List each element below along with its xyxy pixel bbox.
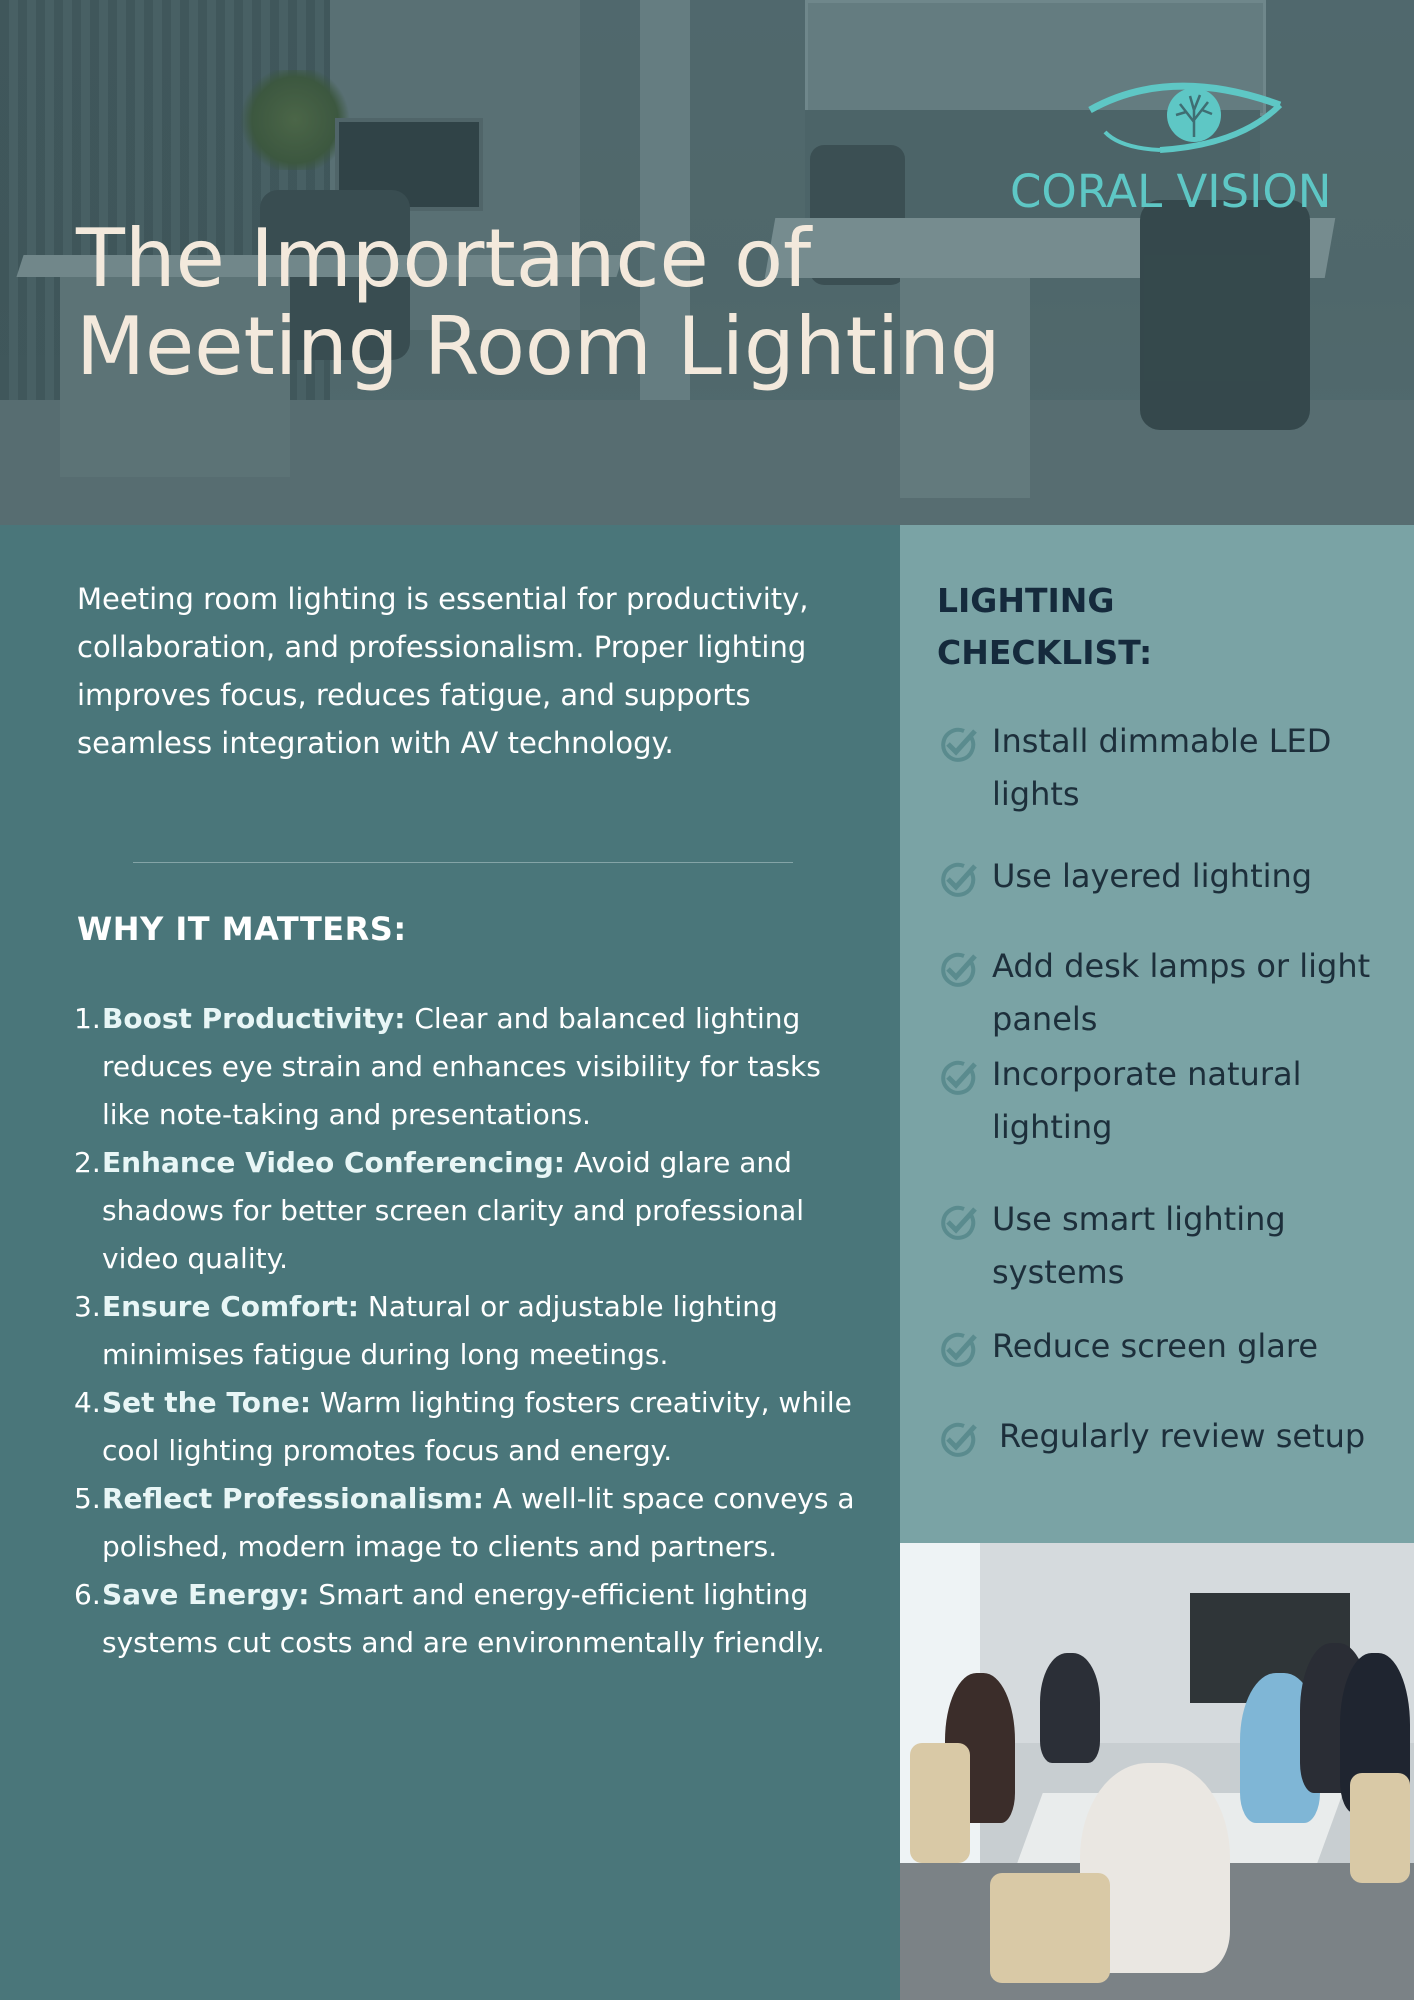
item-number: 3. — [74, 1290, 101, 1323]
checklist-item-label: Use smart lighting systems — [992, 1200, 1286, 1291]
item-text: Avoid glare and shadows for better screen clarity and professional video quality. — [102, 1146, 805, 1275]
chair-image — [990, 1873, 1110, 1983]
item-number: 6. — [74, 1578, 101, 1611]
list-item — [74, 995, 864, 1139]
intro-paragraph: Meeting room lighting is essential for productivity, collaboration, and professionalism. Proper lighting improves focus, reduces fatigue, and supports seamless integration with AV technology. — [77, 582, 809, 760]
checklist-heading: LIGHTING CHECKLIST: — [937, 581, 1153, 672]
left-content-panel — [0, 525, 900, 2000]
item-number: 2. — [74, 1146, 101, 1179]
check-circle-icon — [937, 858, 979, 900]
item-title: Enhance Video Conferencing: — [102, 1146, 565, 1179]
check-circle-icon — [937, 1056, 979, 1098]
checklist-item-label: Regularly review setup — [999, 1417, 1366, 1455]
item-number: 4. — [74, 1386, 101, 1419]
item-title: Boost Productivity: — [102, 1002, 406, 1035]
item-number: 1. — [74, 1002, 101, 1035]
item-title: Reflect Professionalism: — [102, 1482, 484, 1515]
why-it-matters-heading: WHY IT MATTERS: — [77, 910, 407, 948]
brand-name: CORAL VISION — [1010, 165, 1332, 218]
item-text: Warm lighting fosters creativity, while cool lighting promotes focus and energy. — [102, 1386, 852, 1467]
item-title: Set the Tone: — [102, 1386, 312, 1419]
check-circle-icon — [937, 1328, 979, 1370]
checklist-item-label: Use layered lighting — [992, 857, 1313, 895]
check-circle-icon — [937, 948, 979, 990]
list-item — [74, 1475, 864, 1571]
checklist-item-label: Incorporate natural lighting — [992, 1055, 1302, 1146]
check-circle-icon — [937, 1201, 979, 1243]
checklist-item-label: Install dimmable LED lights — [992, 722, 1332, 813]
hero-banner — [0, 0, 1414, 525]
list-item — [74, 1139, 864, 1283]
page-title — [76, 212, 1226, 393]
item-text: Smart and energy-efficient lighting systems cut costs and are environmentally friendly. — [102, 1578, 825, 1659]
item-title: Save Energy: — [102, 1578, 310, 1611]
item-text: Clear and balanced lighting reduces eye strain and enhances visibility for tasks like note-taking and presentations. — [102, 1002, 821, 1131]
list-item — [74, 1379, 864, 1475]
chair-image — [910, 1743, 970, 1863]
eye-icon — [1010, 70, 1370, 165]
title-line-2: Meeting Room Lighting — [76, 300, 1001, 393]
meeting-photo — [900, 1543, 1414, 2000]
checklist-item-label: Add desk lamps or light panels — [992, 947, 1371, 1038]
list-item — [74, 1571, 864, 1667]
item-text: Natural or adjustable lighting minimises fatigue during long meetings. — [102, 1290, 778, 1371]
check-circle-icon — [937, 723, 979, 765]
item-text: A well-lit space conveys a polished, modern image to clients and partners. — [102, 1482, 855, 1563]
chair-image — [1350, 1773, 1410, 1883]
item-title: Ensure Comfort: — [102, 1290, 359, 1323]
check-circle-icon — [937, 1418, 979, 1460]
person-image — [1040, 1653, 1100, 1763]
list-item — [74, 1283, 864, 1379]
title-line-1: The Importance of — [76, 212, 812, 305]
why-it-matters-list — [74, 995, 864, 1667]
coral-vision-logo — [1010, 70, 1370, 220]
section-divider — [133, 862, 793, 863]
item-number: 5. — [74, 1482, 101, 1515]
checklist-item-label: Reduce screen glare — [992, 1327, 1319, 1365]
lighting-checklist-panel — [900, 525, 1414, 1543]
